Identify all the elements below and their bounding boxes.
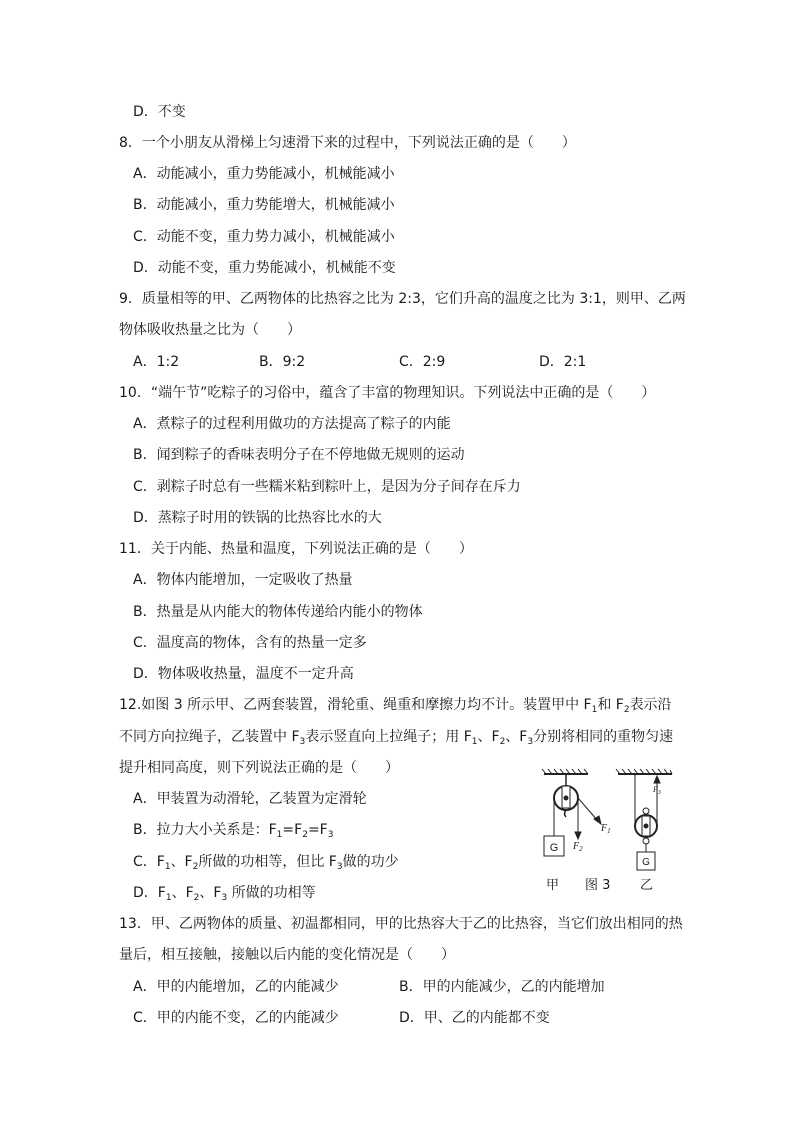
q12-option-d: D．$F_1$、$F_2$、$F_3$ 所做的功相等 [133,885,316,903]
svg-text:G: G [549,842,559,854]
q8-option-d: D．动能不变，重力势能减小，机械能不变 [133,260,396,276]
q9-stem-line2: 物体吸收热量之比为（ ） [119,322,301,338]
q9-option-a: A．1:2 [133,354,180,370]
q8-option-b: B．动能减小，重力势能增大，机械能减小 [133,197,395,213]
q12-stem-line3: 提升相同高度，则下列说法正确的是（ ） [119,760,399,776]
force-f1-label: $F_1$ [601,823,611,835]
force-f2-arrow [575,808,581,839]
q7-option-d: D．不变 [133,104,186,120]
q11-option-d: D．物体吸收热量，温度不一定升高 [133,666,354,682]
svg-text:G: G [642,857,650,868]
q11-option-a: A．物体内能增加，一定吸收了热量 [133,572,353,588]
force-f1-arrow [578,798,601,824]
q10-option-a: A．煮粽子的过程利用做功的方法提高了粽子的内能 [133,416,451,432]
q8-option-a: A．动能减小，重力势能减小，机械能减小 [133,166,395,182]
q11-option-b: B．热量是从内能大的物体传递给内能小的物体 [133,604,423,620]
q12-option-b: B．拉力大小关系是：$F_1=F_2=F_3$ [133,822,334,840]
caption-jia: 甲 [546,878,560,893]
weight-jia [544,836,564,856]
q12-option-c: C．$F_1$、$F_2$所做的功相等，但比 $F_3$做的功少 [133,854,399,872]
q12-stem-line1: 12.如图 3 所示甲、乙两套装置，滑轮重、绳重和摩擦力均不计。装置甲中 $F_1$和 $F_2$表示沿 [119,697,672,715]
q10-option-b: B．闻到粽子的香味表明分子在不停地做无规则的运动 [133,447,465,463]
q13-option-b: B．甲的内能减少，乙的内能增加 [399,979,605,995]
q10-stem: 10．“端午节”吃粽子的习俗中，蕴含了丰富的物理知识。下列说法中正确的是（ ） [119,385,656,401]
q9-option-d: D．2:1 [539,354,587,370]
q9-option-b: B．9:2 [259,354,306,370]
q9-option-c: C．2:9 [399,354,446,370]
q12-option-a: A．甲装置为动滑轮，乙装置为定滑轮 [133,791,367,807]
q10-option-c: C．剥粽子时总有一些糯米粘到粽叶上，是因为分子间存在斥力 [133,479,521,495]
q8-stem: 8．一个小朋友从滑梯上匀速滑下来的过程中，下列说法正确的是（ ） [119,135,576,151]
q13-stem-line1: 13．甲、乙两物体的质量、初温都相同，甲的比热容大于乙的比热容，当它们放出相同的热 [119,916,683,932]
ceiling-jia [542,769,588,774]
q11-option-c: C．温度高的物体，含有的热量一定多 [133,635,367,651]
q13-option-a: A．甲的内能增加，乙的内能减少 [133,979,339,995]
ceiling-yi [616,769,672,774]
weight-yi [637,852,655,870]
q13-option-d: D．甲、乙的内能都不变 [399,1010,550,1026]
q13-option-c: C．甲的内能不变，乙的内能减少 [133,1010,339,1026]
caption-yi: 乙 [640,878,654,893]
q8-option-c: C．动能不变，重力势力减小，机械能减小 [133,229,395,245]
caption-figure-3: 图 3 [585,878,611,893]
force-f3-label: $F_3$ [653,785,661,796]
q10-option-d: D．蒸粽子时用的铁锅的比热容比水的大 [133,510,382,526]
q12-stem-line2: 不同方向拉绳子，乙装置中 $F_3$表示竖直向上拉绳子；用 $F_1$、$F_2$、$F_3$分别将相同的重物匀速 [119,729,674,747]
force-f2-label: $F_2$ [573,841,583,853]
q11-stem: 11．关于内能、热量和温度，下列说法正确的是（ ） [119,541,473,557]
q9-stem-line1: 9．质量相等的甲、乙两物体的比热容之比为 2:3，它们升高的温度之比为 3:1，则甲、乙两 [119,291,686,307]
fixed-pulley-jia [554,774,578,836]
q13-stem-line2: 量后，相互接触，接触以后内能的变化情况是（ ） [119,947,455,963]
